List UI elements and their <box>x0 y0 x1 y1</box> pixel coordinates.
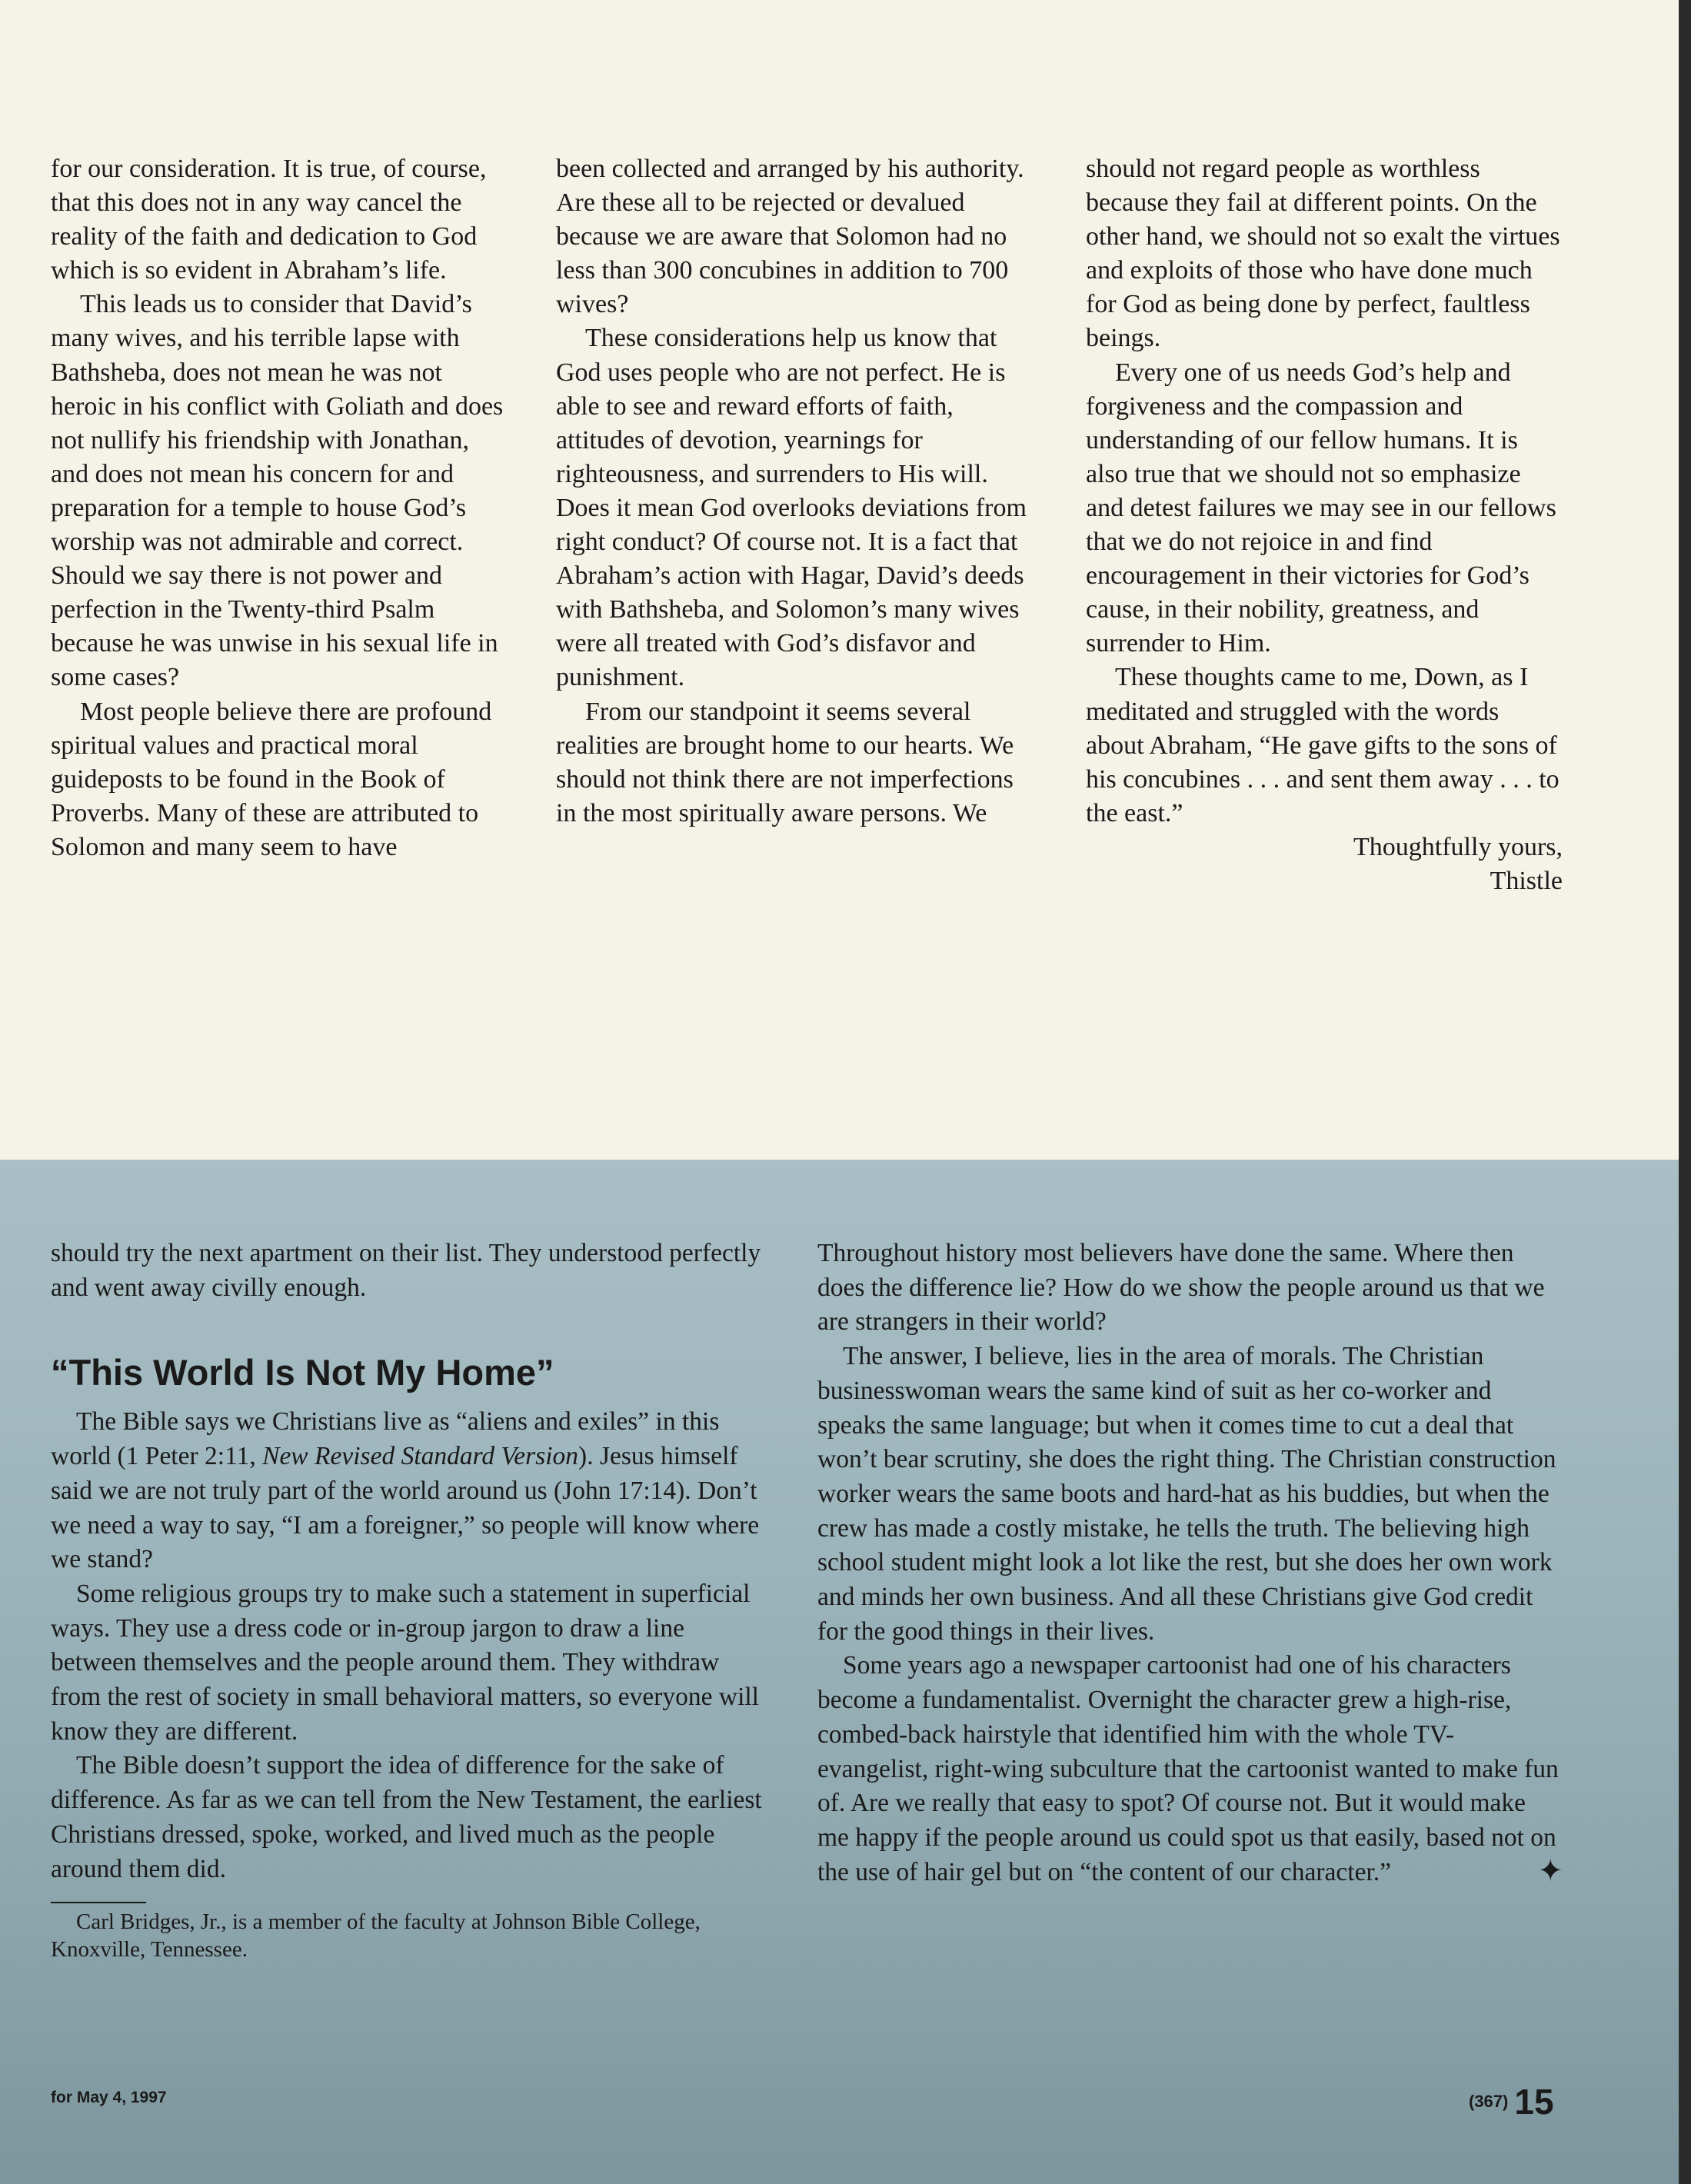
italic-title: New Revised Standard Version <box>262 1442 579 1471</box>
paragraph <box>817 1649 1563 1889</box>
paragraph: The answer, I believe, lies in the area of morals. The Christian businesswoman wears the same kind of suit as her co-worker and speaks the same language; but when it comes time to cut a deal that won’t bear scrutiny, she does the right thing. The Christian construction worker wears the same boots and hard-hat as his buddies, but when the crew has made a costly mistake, he tells the truth. The believing high school student might look a lot like the rest, but she does her own work and minds her own business. And all these Christians give God credit for the good things in their lives. <box>817 1342 1556 1646</box>
section-heading: “This World Is Not My Home” <box>51 1352 554 1393</box>
issue-date: for May 4, 1997 <box>51 2089 167 2106</box>
paragraph: should try the next apartment on their list. They understood perfectly and went away civilly enough. <box>51 1239 761 1302</box>
article-column-1 <box>51 1237 774 1963</box>
signoff-closing: Thoughtfully yours, <box>1353 832 1563 861</box>
signoff-name: Thistle <box>1490 866 1563 895</box>
paragraph: Throughout history most believers have done the same. Where then does the difference lie? How do we show the people around us that we are strangers in their world? <box>817 1239 1545 1337</box>
paragraph: From our standpoint it seems several realities are brought home to our hearts. We should not think there are not imperfections in the most spiritually aware persons. We <box>556 697 1014 827</box>
letter-column-2 <box>556 152 1033 831</box>
page-number: 15 <box>1514 2082 1554 2122</box>
paragraph: been collected and arranged by his authority. Are these all to be rejected or devalued because we are aware that Solomon had no less than 300 concubines in addition to 700 wives? <box>556 155 1024 319</box>
paragraph <box>51 1405 774 1577</box>
letter-column-1 <box>51 152 512 864</box>
author-bio: Carl Bridges, Jr., is a member of the faculty at Johnson Bible College, Knoxville, Tennessee. <box>51 1909 701 1963</box>
page-number-block <box>1469 2081 1554 2122</box>
paragraph: The Bible doesn’t support the idea of difference for the sake of difference. As far as we can tell from the New Testament, the earliest Christians dressed, spoke, worked, and lived much as the people around them did. <box>51 1751 762 1883</box>
paragraph: Some religious groups try to make such a statement in superficial ways. They use a dress code or in-group jargon to draw a line between themselves and the people around them. They withdraw from the rest of society in small behavioral matters, so everyone will know they are different. <box>51 1579 759 1746</box>
paragraph: Every one of us needs God’s help and forgiveness and the compassion and understanding of our fellow humans. It is also true that we should not so emphasize and detest failures we may see in our fellows that we do not rejoice in and find encouragement in their victories for God’s cause, in their nobility, greatness, and surrender to Him. <box>1086 358 1556 658</box>
paragraph: should not regard people as worthless because they fail at different points. On the other hand, we should not so exalt the virtues and exploits of those who have done much for God as being done by perfect, faultless beings. <box>1086 155 1560 353</box>
paragraph: These considerations help us know that God uses people who are not perfect. He is able to see and reward efforts of faith, attitudes of devotion, yearnings for righteousness, and surrenders to His will. Does it mean God overlooks deviations from right conduct? Of course not. It is a fact that Abraham’s action with Hagar, David’s deeds with Bathsheba, and Solomon’s many wives were all treated with God’s disfavor and punishment. <box>556 324 1027 692</box>
paragraph: for our consideration. It is true, of course, that this does not in any way cancel the reality of the faith and dedication to God which is so evident in Abraham’s life. <box>51 155 487 285</box>
footnote-rule <box>51 1902 146 1903</box>
text: ). Jesus himself said we are not truly part of the world around us (John 17:14). Don’t we need a way to say, “I am a foreigner,” so people will know where we stand? <box>51 1442 760 1574</box>
text: The Bible says we Christians live as “aliens and exiles” in this world (1 Peter 2:11, <box>51 1407 720 1471</box>
article-column-2 <box>817 1237 1563 1889</box>
end-of-article-icon: ✦ <box>1537 1853 1563 1888</box>
paragraph: These thoughts came to me, Down, as I meditated and struggled with the words about Abraham, “He gave gifts to the sons of his concubines . . . and sent them away . . . to the east.” <box>1086 663 1560 827</box>
paragraph: Most people believe there are profound spiritual values and practical moral guideposts to be found in the Book of Proverbs. Many of these are attributed to Solomon and many seem to have <box>51 697 492 861</box>
paragraph: This leads us to consider that David’s many wives, and his terrible lapse with Bathsheba, does not mean he was not heroic in his conflict with Goliath and does not nullify his friendship with Jonathan, and does not mean his concern for and preparation for a temple to house God’s worship was not admirable and correct. Should we say there is not power and perfection in the Twenty-third Psalm because he was unwise in his sexual life in some cases? <box>51 290 504 692</box>
letter-column-3 <box>1086 152 1563 898</box>
page-edge-shadow <box>1679 0 1691 2184</box>
text: Some years ago a newspaper cartoonist had one of his characters become a fundamentalist. Overnight the character grew a high-rise, combed-back hairstyle that identified him with the whole TV-evangelist, right-wing subculture that the cartoonist wanted to make fun of. Are we really that easy to spot? Of course not. But it would make me happy if the people around us could spot us that easily, based not on the use of hair gel but on “the content of our character.” <box>817 1651 1559 1886</box>
page-code: (367) <box>1469 2092 1509 2111</box>
